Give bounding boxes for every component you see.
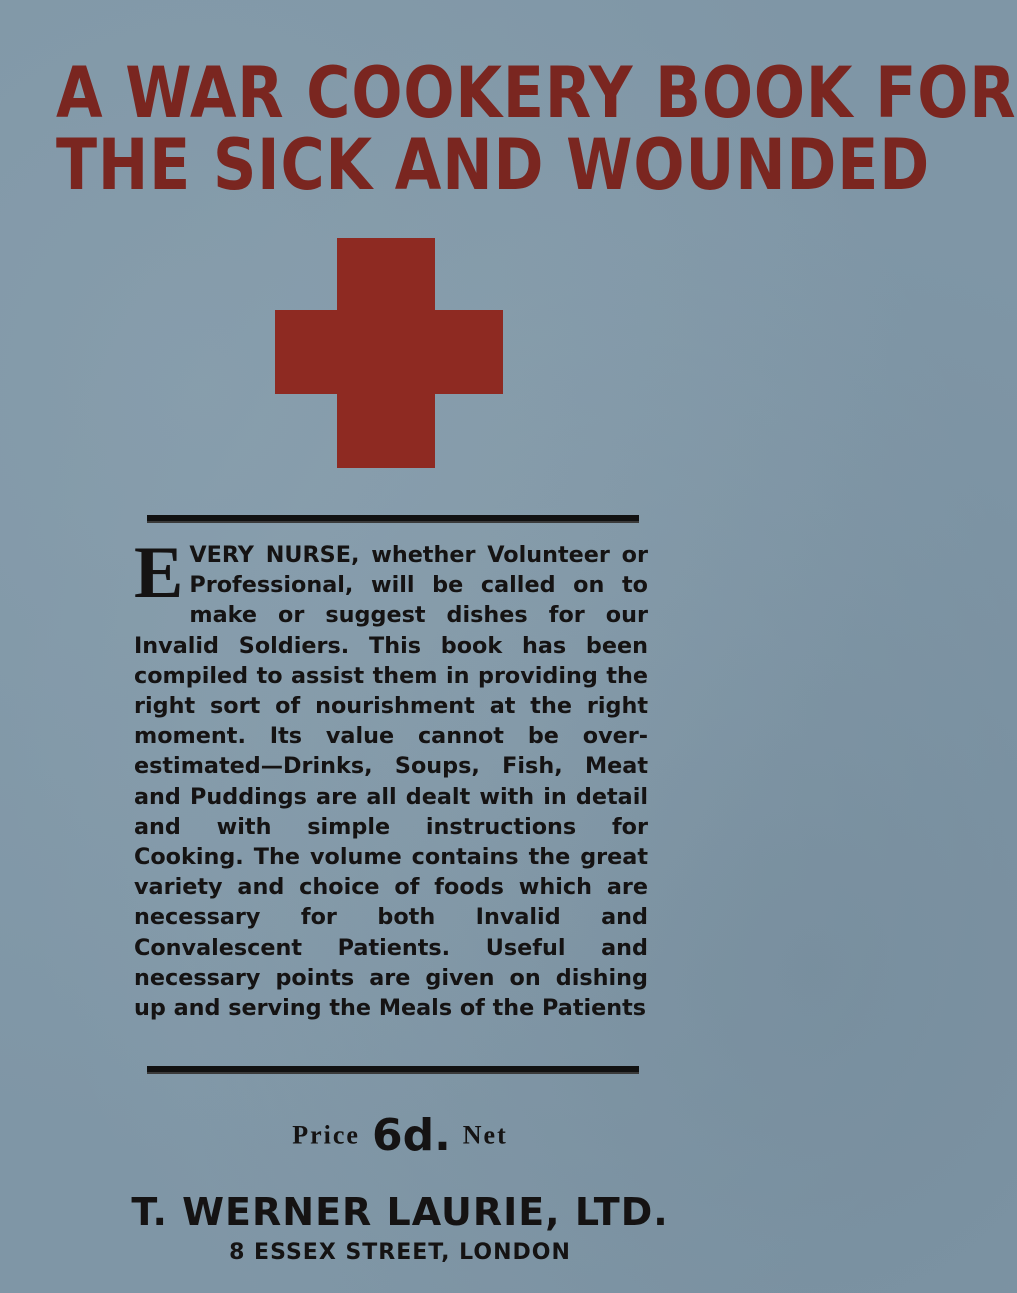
price-line [0, 1110, 800, 1161]
price-amount: 6d. [371, 1110, 451, 1161]
price-label: Price [292, 1120, 360, 1150]
top-divider [147, 515, 639, 523]
description-text: VERY NURSE, whether Volunteer or Professional, will be called on to make or suggest dishes for our Invalid Soldiers. This book has been compiled to assist them in providing the right sort of nourishment at the right moment. Its value cannot be over-estimated—Drinks, Soups, Fish, Meat and Puddings are all dealt with in detail and with simple instructions for Cooking. The volume contains the great variety and choice of foods which are necessary for both Invalid and Convalescent Patients. Useful and necessary points are given on dishing up and serving the Meals of the Patients [134, 542, 648, 1022]
drop-cap: E [134, 532, 184, 614]
publisher-address: 8 ESSEX STREET, LONDON [229, 1240, 571, 1265]
title-line-2: THE SICK AND WOUNDED [56, 124, 931, 206]
red-cross-icon [275, 238, 503, 468]
description-paragraph [134, 532, 648, 1023]
title-line-1: A WAR COOKERY BOOK FOR [56, 52, 1017, 134]
cross-horizontal-bar [275, 310, 503, 394]
bottom-divider [147, 1066, 639, 1074]
price-suffix: Net [462, 1120, 508, 1150]
publisher-name: T. WERNER LAURIE, LTD. [131, 1190, 669, 1234]
